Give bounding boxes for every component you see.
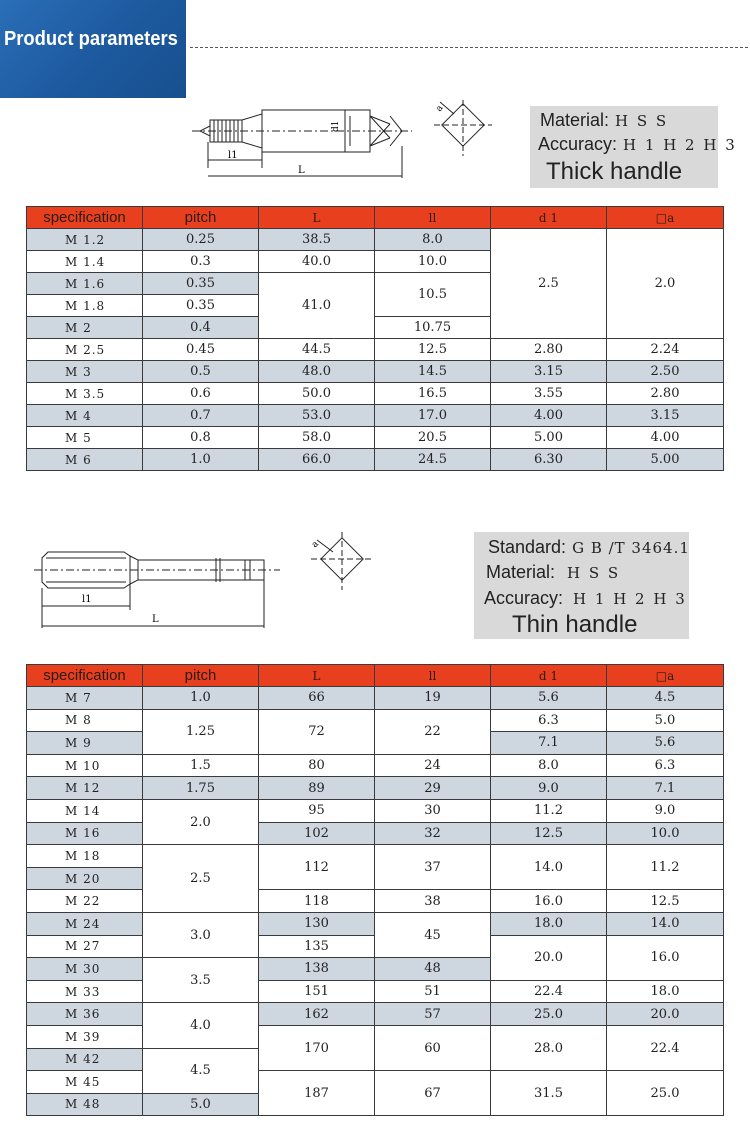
d1-cell: 11.2 xyxy=(491,799,607,822)
col-ll: ll xyxy=(375,665,491,687)
ll-cell: 8.0 xyxy=(375,229,491,251)
a-cell: 4.00 xyxy=(607,427,724,449)
L-cell: 130 xyxy=(259,912,375,935)
ll-cell: 10.75 xyxy=(375,317,491,339)
d1-cell: 2.5 xyxy=(491,229,607,339)
col-ll: ll xyxy=(375,207,491,229)
pitch-cell: 1.0 xyxy=(143,449,259,471)
thin-l1-label: l1 xyxy=(82,594,92,605)
L-cell: 118 xyxy=(259,890,375,913)
pitch-cell: 3.5 xyxy=(143,958,259,1003)
a-cell: 7.1 xyxy=(607,777,724,800)
spec-cell: M 48 xyxy=(27,1093,143,1116)
L-cell: 95 xyxy=(259,799,375,822)
ll-cell: 45 xyxy=(375,912,491,957)
thin-standard-label: Standard: xyxy=(488,537,567,557)
ll-cell: 12.5 xyxy=(375,339,491,361)
ll-cell: 14.5 xyxy=(375,361,491,383)
spec-cell: M 24 xyxy=(27,912,143,935)
table-row xyxy=(27,822,724,845)
ll-cell: 51 xyxy=(375,980,491,1003)
ll-cell: 32 xyxy=(375,822,491,845)
d1-cell: 8.0 xyxy=(491,754,607,777)
spec-cell: M 1.2 xyxy=(27,229,143,251)
thin-a-label: a xyxy=(310,539,321,551)
L-cell: 58.0 xyxy=(259,427,375,449)
ll-cell: 57 xyxy=(375,1003,491,1026)
a-cell: 2.80 xyxy=(607,383,724,405)
table-row xyxy=(27,361,724,383)
spec-cell: M 30 xyxy=(27,958,143,981)
d1-cell: 9.0 xyxy=(491,777,607,800)
thin-tap-drawing xyxy=(30,540,290,632)
d1-cell: 7.1 xyxy=(491,732,607,755)
pitch-cell: 0.6 xyxy=(143,383,259,405)
pitch-cell: 0.8 xyxy=(143,427,259,449)
a-cell: 5.00 xyxy=(607,449,724,471)
pitch-cell: 0.25 xyxy=(143,229,259,251)
a-cell: 25.0 xyxy=(607,1071,724,1116)
L-cell: 66 xyxy=(259,687,375,710)
pitch-cell: 0.5 xyxy=(143,361,259,383)
table-row xyxy=(27,383,724,405)
thick-material-label: Material: xyxy=(540,110,610,130)
L-cell: 66.0 xyxy=(259,449,375,471)
d1-cell: 3.55 xyxy=(491,383,607,405)
spec-cell: M 8 xyxy=(27,709,143,732)
spec-cell: M 12 xyxy=(27,777,143,800)
spec-cell: M 1.4 xyxy=(27,251,143,273)
spec-cell: M 4 xyxy=(27,405,143,427)
ll-cell: 20.5 xyxy=(375,427,491,449)
pitch-cell: 0.4 xyxy=(143,317,259,339)
col-L: L xyxy=(259,207,375,229)
L-cell: 187 xyxy=(259,1071,375,1116)
table-row xyxy=(27,687,724,710)
d1-cell: 6.30 xyxy=(491,449,607,471)
thin-standard-row xyxy=(488,537,690,558)
table-header-row xyxy=(27,207,724,229)
d1-cell: 22.4 xyxy=(491,980,607,1003)
spec-cell: M 14 xyxy=(27,799,143,822)
thin-handle-table xyxy=(26,664,724,1116)
ll-cell: 10.5 xyxy=(375,273,491,317)
ll-cell: 16.5 xyxy=(375,383,491,405)
spec-cell: M 1.8 xyxy=(27,295,143,317)
table-row xyxy=(27,427,724,449)
a-cell: 10.0 xyxy=(607,822,724,845)
L-cell: 44.5 xyxy=(259,339,375,361)
d1-cell: 25.0 xyxy=(491,1003,607,1026)
d1-cell: 31.5 xyxy=(491,1071,607,1116)
col-d1: d 1 xyxy=(491,665,607,687)
L-cell: 112 xyxy=(259,845,375,890)
L-cell: 72 xyxy=(259,709,375,754)
ll-cell: 19 xyxy=(375,687,491,710)
pitch-cell: 1.0 xyxy=(143,687,259,710)
thin-square-section-drawing xyxy=(305,528,375,594)
L-cell: 151 xyxy=(259,980,375,1003)
L-cell: 170 xyxy=(259,1025,375,1070)
header-divider xyxy=(190,47,748,48)
pitch-cell: 0.3 xyxy=(143,251,259,273)
a-cell: 14.0 xyxy=(607,912,724,935)
spec-cell: M 18 xyxy=(27,845,143,868)
ll-cell: 24 xyxy=(375,754,491,777)
ll-cell: 30 xyxy=(375,799,491,822)
spec-cell: M 2.5 xyxy=(27,339,143,361)
L-cell: 80 xyxy=(259,754,375,777)
pitch-cell: 2.5 xyxy=(143,845,259,913)
spec-cell: M 33 xyxy=(27,980,143,1003)
pitch-cell: 0.7 xyxy=(143,405,259,427)
L-cell: 48.0 xyxy=(259,361,375,383)
pitch-cell: 1.5 xyxy=(143,754,259,777)
thin-handle-title: Thin handle xyxy=(512,611,638,638)
pitch-cell: 4.5 xyxy=(143,1048,259,1093)
pitch-cell: 2.0 xyxy=(143,799,259,844)
a-cell: 6.3 xyxy=(607,754,724,777)
spec-cell: M 3.5 xyxy=(27,383,143,405)
d1-cell: 20.0 xyxy=(491,935,607,980)
pitch-cell: 1.25 xyxy=(143,709,259,754)
thin-L-label: L xyxy=(152,614,159,625)
a-cell: 16.0 xyxy=(607,935,724,980)
spec-cell: M 1.6 xyxy=(27,273,143,295)
thick-handle-table xyxy=(26,206,724,471)
a-cell: 5.0 xyxy=(607,709,724,732)
spec-cell: M 39 xyxy=(27,1025,143,1048)
spec-cell: M 3 xyxy=(27,361,143,383)
a-cell: 5.6 xyxy=(607,732,724,755)
spec-cell: M 42 xyxy=(27,1048,143,1071)
thick-accuracy-label: Accuracy: xyxy=(538,134,618,154)
col-a: □a xyxy=(607,665,724,687)
table-row xyxy=(27,1071,724,1094)
a-cell: 2.50 xyxy=(607,361,724,383)
L-cell: 135 xyxy=(259,935,375,958)
ll-cell: 60 xyxy=(375,1025,491,1070)
d1-cell: 18.0 xyxy=(491,912,607,935)
table-row xyxy=(27,339,724,361)
thick-material-row xyxy=(540,110,668,131)
L-cell: 53.0 xyxy=(259,405,375,427)
table-row xyxy=(27,912,724,935)
spec-cell: M 6 xyxy=(27,449,143,471)
table-header-row xyxy=(27,665,724,687)
table-row xyxy=(27,980,724,1003)
ll-cell: 67 xyxy=(375,1071,491,1116)
pitch-cell: 0.35 xyxy=(143,273,259,295)
thin-info-box xyxy=(474,532,689,639)
table-row xyxy=(27,799,724,822)
spec-cell: M 9 xyxy=(27,732,143,755)
table-row xyxy=(27,845,724,868)
spec-cell: M 20 xyxy=(27,867,143,890)
thick-handle-title: Thick handle xyxy=(546,158,683,185)
pitch-cell: 5.0 xyxy=(143,1093,259,1116)
pitch-cell: 0.35 xyxy=(143,295,259,317)
ll-cell: 48 xyxy=(375,958,491,981)
thick-L-label: L xyxy=(298,165,305,176)
spec-cell: M 45 xyxy=(27,1071,143,1094)
table-row xyxy=(27,449,724,471)
thick-square-section-drawing xyxy=(430,98,500,160)
L-cell: 41.0 xyxy=(259,273,375,339)
col-specification: specification xyxy=(27,207,143,229)
thin-material-label: Material: xyxy=(486,562,556,582)
table-row xyxy=(27,1003,724,1026)
L-cell: 102 xyxy=(259,822,375,845)
a-cell: 12.5 xyxy=(607,890,724,913)
a-cell: 22.4 xyxy=(607,1025,724,1070)
col-L: L xyxy=(259,665,375,687)
d1-cell: 4.00 xyxy=(491,405,607,427)
spec-cell: M 5 xyxy=(27,427,143,449)
thick-material-value: H S S xyxy=(615,112,669,130)
a-cell: 9.0 xyxy=(607,799,724,822)
L-cell: 50.0 xyxy=(259,383,375,405)
thin-standard-value: G B /T 3464.1 xyxy=(572,539,690,557)
spec-cell: M 16 xyxy=(27,822,143,845)
col-pitch: pitch xyxy=(143,665,259,687)
d1-cell: 14.0 xyxy=(491,845,607,890)
thin-accuracy-label: Accuracy: xyxy=(484,588,564,608)
d1-cell: 28.0 xyxy=(491,1025,607,1070)
thin-material-value: H S S xyxy=(567,564,621,582)
ll-cell: 37 xyxy=(375,845,491,890)
ll-cell: 38 xyxy=(375,890,491,913)
spec-cell: M 7 xyxy=(27,687,143,710)
L-cell: 138 xyxy=(259,958,375,981)
ll-cell: 17.0 xyxy=(375,405,491,427)
spec-cell: M 36 xyxy=(27,1003,143,1026)
ll-cell: 22 xyxy=(375,709,491,754)
thick-l1-label: l1 xyxy=(228,150,238,161)
col-specification: specification xyxy=(27,665,143,687)
spec-cell: M 27 xyxy=(27,935,143,958)
pitch-cell: 1.75 xyxy=(143,777,259,800)
a-cell: 11.2 xyxy=(607,845,724,890)
table-row xyxy=(27,890,724,913)
thick-a-label: a xyxy=(434,103,446,114)
col-pitch: pitch xyxy=(143,207,259,229)
thick-d1-label: d1 xyxy=(331,120,341,132)
thin-accuracy-value: H 1 H 2 H 3 xyxy=(573,590,687,608)
d1-cell: 3.15 xyxy=(491,361,607,383)
table-row xyxy=(27,754,724,777)
d1-cell: 2.80 xyxy=(491,339,607,361)
thin-material-row xyxy=(486,562,620,583)
a-cell: 18.0 xyxy=(607,980,724,1003)
page-title: Product parameters xyxy=(4,28,178,50)
ll-cell: 10.0 xyxy=(375,251,491,273)
table-row xyxy=(27,229,724,251)
a-cell: 3.15 xyxy=(607,405,724,427)
ll-cell: 24.5 xyxy=(375,449,491,471)
spec-cell: M 2 xyxy=(27,317,143,339)
a-cell: 20.0 xyxy=(607,1003,724,1026)
a-cell: 4.5 xyxy=(607,687,724,710)
L-cell: 162 xyxy=(259,1003,375,1026)
spec-cell: M 10 xyxy=(27,754,143,777)
pitch-cell: 0.45 xyxy=(143,339,259,361)
col-a: □a xyxy=(607,207,724,229)
pitch-cell: 4.0 xyxy=(143,1003,259,1048)
thick-accuracy-value: H 1 H 2 H 3 xyxy=(623,136,737,154)
d1-cell: 5.6 xyxy=(491,687,607,710)
d1-cell: 5.00 xyxy=(491,427,607,449)
table-row xyxy=(27,777,724,800)
a-cell: 2.24 xyxy=(607,339,724,361)
table-row xyxy=(27,405,724,427)
L-cell: 38.5 xyxy=(259,229,375,251)
d1-cell: 6.3 xyxy=(491,709,607,732)
thick-accuracy-row xyxy=(538,134,737,155)
table-row xyxy=(27,1025,724,1048)
spec-cell: M 22 xyxy=(27,890,143,913)
thick-info-box xyxy=(530,106,737,188)
col-d1: d 1 xyxy=(491,207,607,229)
thin-accuracy-row xyxy=(484,588,687,609)
L-cell: 40.0 xyxy=(259,251,375,273)
pitch-cell: 3.0 xyxy=(143,912,259,957)
a-cell: 2.0 xyxy=(607,229,724,339)
table-row xyxy=(27,709,724,732)
L-cell: 89 xyxy=(259,777,375,800)
d1-cell: 16.0 xyxy=(491,890,607,913)
d1-cell: 12.5 xyxy=(491,822,607,845)
ll-cell: 29 xyxy=(375,777,491,800)
